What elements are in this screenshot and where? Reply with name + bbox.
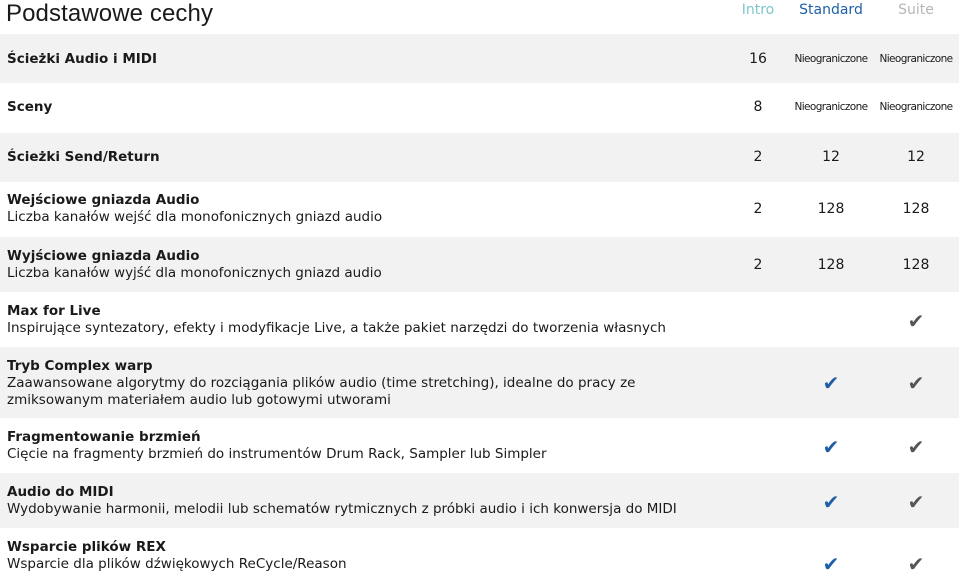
- standard-check-icon: ✔: [822, 552, 840, 572]
- standard-value: 12: [822, 149, 840, 165]
- table-row: [0, 347, 959, 418]
- intro-value: 2: [753, 149, 763, 165]
- table-row: [0, 237, 959, 292]
- intro-value: 2: [753, 201, 763, 217]
- intro-value: 16: [749, 51, 767, 67]
- feature-table: [0, 34, 959, 572]
- suite-value: 128: [902, 201, 930, 217]
- suite-check-icon: ✔: [907, 490, 925, 514]
- row-title: Max for Live: [7, 303, 101, 319]
- standard-check-icon: ✔: [822, 490, 840, 514]
- table-row: [0, 83, 959, 133]
- row-title: Ścieżki Audio i MIDI: [7, 51, 158, 67]
- table-row: [0, 418, 959, 473]
- row-description: Liczba kanałów wejść dla monofonicznych gniazd audio: [7, 209, 383, 225]
- standard-check-icon: ✔: [822, 371, 840, 395]
- row-title: Sceny: [7, 99, 53, 115]
- row-title: Wyjściowe gniazda Audio: [7, 248, 200, 264]
- standard-value: Nieograniczone: [794, 53, 868, 65]
- row-description: Cięcie na fragmenty brzmień do instrumentów Drum Rack, Sampler lub Simpler: [7, 446, 547, 462]
- row-title: Audio do MIDI: [7, 484, 114, 500]
- column-header-standard[interactable]: Standard: [799, 2, 863, 18]
- suite-value: Nieograniczone: [879, 53, 953, 65]
- intro-value: 8: [753, 99, 763, 115]
- row-description: Wydobywanie harmonii, melodii lub schematów rytmicznych z próbki audio i ich konwersja do MIDI: [7, 501, 677, 517]
- suite-check-icon: ✔: [907, 309, 925, 333]
- row-description: Liczba kanałów wyjść dla monofonicznych gniazd audio: [7, 265, 382, 281]
- table-row: [0, 34, 959, 83]
- row-title: Fragmentowanie brzmień: [7, 429, 201, 445]
- table-row: [0, 133, 959, 182]
- row-title: Ścieżki Send/Return: [7, 149, 160, 165]
- row-description: Inspirujące syntezatory, efekty i modyfikacje Live, a także pakiet narzędzi do tworzenia własnych: [7, 320, 666, 336]
- table-row: [0, 182, 959, 237]
- header: [0, 0, 959, 34]
- standard-value: Nieograniczone: [794, 101, 868, 113]
- suite-value: 128: [902, 257, 930, 273]
- suite-value: 12: [907, 149, 925, 165]
- table-row: [0, 528, 959, 572]
- standard-check-icon: ✔: [822, 435, 840, 459]
- standard-value: 128: [817, 201, 845, 217]
- standard-value: 128: [817, 257, 845, 273]
- row-description: Zaawansowane algorytmy do rozciągania plików audio (time stretching), idealne do pracy ze zmiksowanym materiałem audio lub gotowymi utworami: [7, 375, 636, 408]
- row-title: Wejściowe gniazda Audio: [7, 192, 200, 208]
- column-header-intro[interactable]: Intro: [741, 2, 775, 18]
- table-row: [0, 473, 959, 528]
- row-title: Wsparcie plików REX: [7, 539, 166, 555]
- column-header-suite[interactable]: Suite: [898, 2, 934, 18]
- suite-value: Nieograniczone: [879, 101, 953, 113]
- page-title: Podstawowe cechy: [6, 0, 214, 27]
- intro-value: 2: [753, 257, 763, 273]
- suite-check-icon: ✔: [907, 552, 925, 572]
- row-description: Wsparcie dla plików dźwiękowych ReCycle/Reason: [7, 556, 347, 572]
- suite-check-icon: ✔: [907, 435, 925, 459]
- suite-check-icon: ✔: [907, 371, 925, 395]
- row-title: Tryb Complex warp: [7, 358, 153, 374]
- table-row: [0, 292, 959, 347]
